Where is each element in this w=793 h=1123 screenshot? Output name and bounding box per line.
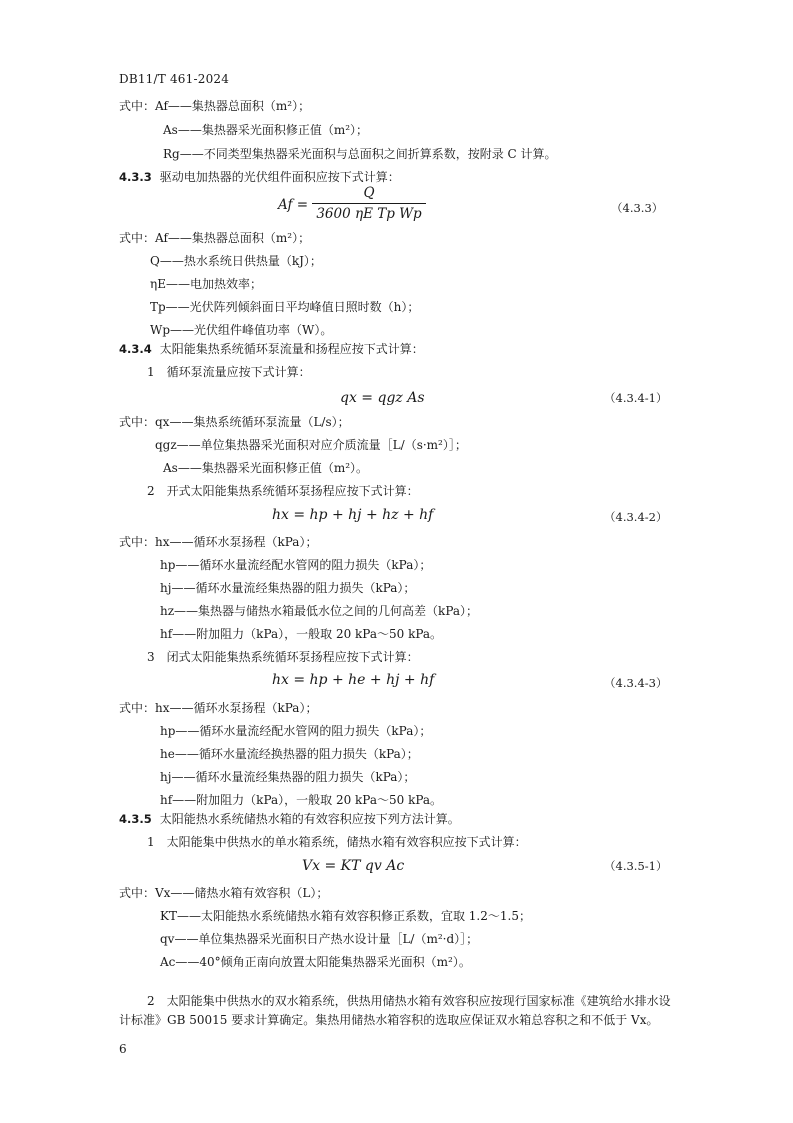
formula-f3: hx = hp + he + hj + hf [272,672,435,688]
text-line-l17: hp——循环水量流经配水管网的阻力损失（kPa）； [160,558,432,572]
equation-number-e2: （4.3.4-1） [604,391,668,405]
text-line-l29: 式中：Vx——储热水箱有效容积（L）； [119,886,329,900]
formula-denominator: 3600 ηE Tp Wp [316,206,422,222]
text-line-l5: 式中：Af——集热器总面积（m²）； [119,231,311,245]
text-line-l26: hf——附加阻力（kPa），一般取 20 kPa～50 kPa。 [160,793,443,807]
text-line-l9: Wp——光伏组件峰值功率（W）。 [150,323,333,337]
text-line-l28: 1 太阳能集中供热水的单水箱系统，储热水箱有效容积应按下式计算： [147,835,527,849]
text-line-l23: hp——循环水量流经配水管网的阻力损失（kPa）； [160,724,432,738]
formula-numerator: Q [363,185,375,201]
equation-number-e3: （4.3.4-2） [604,510,668,524]
equation-number-e5: （4.3.5-1） [604,859,668,873]
text-line-l32: Ac——40°倾角正南向放置太阳能集热器采光面积（m²）。 [160,955,471,969]
clause-text: 太阳能集热系统循环泵流量和扬程应按下式计算： [159,342,424,356]
clause-c434 [119,341,424,357]
formula-f4: Vx = KT qv Ac [302,858,405,874]
formula-f2: hx = hp + hj + hz + hf [272,507,434,523]
text-line-l3: Rg——不同类型集热器采光面积与总面积之间折算系数，按附录 C 计算。 [163,147,557,161]
text-line-l21: 3 闭式太阳能集热系统循环泵扬程应按下式计算： [147,650,419,664]
text-line-l18: hj——循环水量流经集热器的阻力损失（kPa）； [160,581,416,595]
text-line-l16: 式中：hx——循环水泵扬程（kPa）； [119,535,318,549]
text-line-l11: 1 循环泵流量应按下式计算： [147,365,311,379]
text-line-l1: 式中：Af——集热器总面积（m²）； [119,99,311,113]
text-line-l13: qgz——单位集热器采光面积对应介质流量［L/（s·m²）］； [155,438,467,452]
clause-c435 [119,811,460,827]
text-line-l15: 2 开式太阳能集热系统循环泵扬程应按下式计算： [147,484,419,498]
text-line-l14: As——集热器采光面积修正值（m²）。 [163,461,369,475]
text-line-l22: 式中：hx——循环水泵扬程（kPa）； [119,701,318,715]
clause-number: 4.3.5 [119,812,152,826]
formula-f1: qx = qgz As [340,390,425,406]
text-line-l6: Q——热水系统日供热量（kJ）； [150,254,322,268]
equation-number-e4: （4.3.4-3） [604,676,668,690]
page-number: 6 [119,1042,127,1056]
standard-code-header: DB11/T 461-2024 [119,72,230,86]
text-line-l31: qv——单位集热器采光面积日产热水设计量［L/（m²·d）］； [160,932,479,946]
text-line-l8: Tp——光伏阵列倾斜面日平均峰值日照时数（h）； [150,300,420,314]
clause-number: 4.3.3 [119,170,152,184]
text-line-l30: KT——太阳能热水系统储热水箱有效容积修正系数，宜取 1.2～1.5； [160,909,531,923]
clause-c433 [119,169,400,185]
formula-lhs: Af = [278,197,309,213]
equation-number-e1: （4.3.3） [611,201,664,215]
paragraph-double-tank: 2 太阳能集中供热水的双水箱系统，供热用储热水箱有效容积应按现行国家标准《建筑给水排水设计标准》GB 50015 要求计算确定。集热用储热水箱容积的选取应保证双水箱总容积之和不低于 Vx。 [119,994,671,1027]
text-line-l25: hj——循环水量流经集热器的阻力损失（kPa）； [160,770,416,784]
text-line-l7: ηE——电加热效率； [150,277,262,291]
text-line-l24: he——循环水量流经换热器的阻力损失（kPa）； [160,747,419,761]
clause-text: 驱动电加热器的光伏组件面积应按下式计算： [159,170,400,184]
text-line-l20: hf——附加阻力（kPa），一般取 20 kPa～50 kPa。 [160,627,443,641]
text-line-l2: As——集热器采光面积修正值（m²）； [163,123,369,137]
clause-text: 太阳能热水系统储热水箱的有效容积应按下列方法计算。 [159,812,460,826]
text-line-l19: hz——集热器与储热水箱最低水位之间的几何高差（kPa）； [160,604,479,618]
clause-number: 4.3.4 [119,342,152,356]
text-line-l12: 式中：qx——集热系统循环泵流量（L/s）； [119,415,350,429]
